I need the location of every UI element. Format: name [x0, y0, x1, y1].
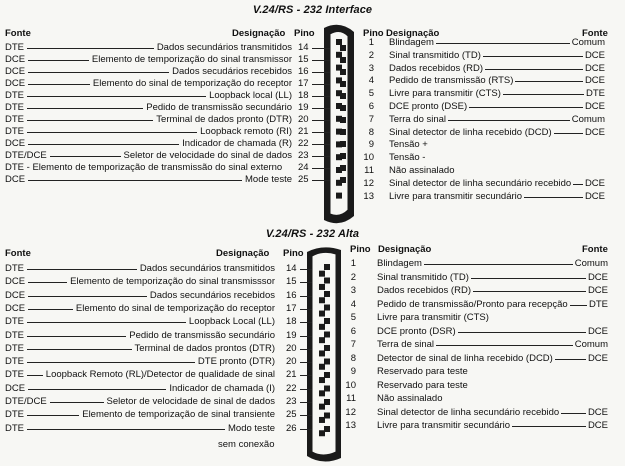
connector-pin [324, 291, 330, 297]
connector-pin [340, 177, 346, 183]
connector-pin [319, 271, 325, 277]
left-source-label: DCE [5, 289, 26, 301]
left-connector-line [27, 336, 126, 337]
right-source-label: Comum [574, 339, 608, 350]
left-designation-label: Modo teste [228, 422, 275, 434]
left-source-label: DCE [5, 138, 26, 149]
right-designation-label: Reservado para teste [377, 379, 468, 391]
right-connector-line [570, 305, 587, 306]
connector-pin [340, 129, 346, 135]
left-pin-number: 20 [298, 114, 309, 125]
left-source-label: DTE [5, 316, 24, 328]
connector-pin [340, 165, 346, 171]
connector-pin [324, 345, 330, 351]
left-designation-label: Pedido de transmissão secundário [129, 329, 275, 341]
left-pin-line [300, 336, 312, 337]
right-designation-label: Dados recebidos (RD) [377, 285, 471, 296]
left-pin-number: 24 [298, 162, 309, 173]
right-designation-label: Pedido de transmissão/Pronto para recepção [377, 298, 568, 310]
connector-pin [336, 52, 342, 58]
right-designation-label: Sinal detector de linha secundário recebido [377, 406, 560, 418]
right-designation-label: Pedido de transmissão (RTS) [389, 75, 514, 87]
right-designation-label: Blindagem [377, 258, 422, 269]
left-designacao-header: Designação [232, 28, 286, 39]
left-source-label: DCE [5, 276, 26, 288]
right-designation-label: Sinal detector de linha recebido (DCD) [389, 126, 552, 138]
left-connector-line [50, 156, 121, 157]
left-source-label: DCE [5, 54, 26, 65]
connector-pin [336, 39, 342, 45]
right-connector-line [473, 291, 586, 292]
left-pin-line [312, 168, 330, 169]
right-pin-number: 4 [368, 75, 374, 87]
left-connector-line [27, 375, 43, 376]
right-designation-label: Sinal detector de linha secundário recebido [389, 177, 572, 189]
left-pino-header: Pino [283, 248, 304, 259]
right-fonte-header: Fonte [582, 28, 608, 39]
left-designation-label: Terminal de dados prontos (DTR) [134, 342, 275, 354]
left-source-label: DTE [5, 369, 24, 381]
left-pino-header: Pino [294, 28, 315, 39]
connector-pin [324, 332, 330, 338]
left-pin-number: 16 [298, 66, 309, 77]
right-designation-label: Blindagem [389, 37, 434, 48]
left-designation-label: Elemento de temporização do sinal transmissor [91, 54, 292, 65]
left-pin-number: 25 [298, 174, 309, 185]
right-source-label: DCE [584, 75, 605, 87]
right-pin-number: 7 [350, 339, 356, 350]
left-designation-label: Elemento do sinal de temporização do receptor [92, 78, 292, 89]
left-pin-line [300, 389, 312, 390]
left-pin-number: 21 [298, 126, 309, 137]
right-source-label: DCE [587, 406, 608, 418]
right-connector-line [573, 184, 583, 185]
right-source-label: Comum [571, 37, 605, 48]
right-pin-number: 13 [363, 190, 374, 202]
right-designation-label: Tensão - [389, 152, 426, 164]
left-pin-line [300, 429, 312, 430]
right-connector-line [485, 69, 583, 70]
right-pin-number: 12 [363, 177, 374, 189]
connector-pin [340, 117, 346, 123]
left-pin-line [312, 156, 330, 157]
left-source-label: DCE [5, 66, 26, 77]
right-source-label: DTE [586, 88, 605, 100]
connector-pin [319, 430, 325, 436]
connector-pin [319, 350, 325, 356]
right-source-label: DCE [587, 352, 608, 364]
right-designation-label: Detector de sinal de linha recebido (DCD) [377, 352, 553, 364]
connector-pin [340, 81, 346, 87]
right-source-label: DCE [584, 62, 605, 74]
left-designation-label: Dados secudários recebidos [172, 66, 292, 77]
right-pin-number: 10 [363, 152, 374, 164]
left-pin-number: 21 [286, 369, 297, 381]
left-pin-line [300, 309, 312, 310]
left-connector-line [27, 349, 132, 350]
right-source-label: DCE [587, 285, 608, 296]
right-designacao-header: Designação [378, 244, 432, 255]
left-source-label: DCE [5, 174, 26, 185]
left-pin-number: 19 [286, 329, 297, 341]
left-source-label: DTE [5, 114, 24, 125]
left-pin-line [312, 84, 330, 85]
right-connector-line [436, 43, 570, 44]
connector-pin [324, 318, 330, 324]
right-connector-line [458, 332, 586, 333]
panel-title: V.24/RS - 232 Interface [252, 4, 373, 16]
right-connector-line [471, 278, 586, 279]
left-connector-line [27, 415, 79, 416]
right-source-label: Comum [574, 258, 608, 269]
left-pin-line [300, 282, 312, 283]
right-source-label: DCE [584, 177, 605, 189]
right-connector-line [561, 413, 586, 414]
right-pin-number: 5 [368, 88, 374, 100]
left-designation-label: Dados secundários transmitidos [156, 42, 292, 53]
left-designation-label: Loopback Remoto (RL)/Detector de qualidade de sinal [45, 369, 275, 381]
left-pin-line [300, 375, 312, 376]
left-pin-number: 23 [286, 396, 297, 407]
left-connector-line [27, 269, 137, 270]
left-pin-line [300, 402, 312, 403]
right-pin-number: 6 [350, 325, 356, 337]
left-pin-number: 17 [286, 302, 297, 314]
connector-pin [319, 297, 325, 303]
left-pin-number: 19 [298, 102, 309, 113]
left-connector-line [50, 402, 104, 403]
connector-pin [319, 337, 325, 343]
left-pin-line [300, 362, 312, 363]
left-designation-label: Elemento de temporização do sinal transmisssor [70, 276, 275, 288]
left-source-label: DTE [5, 90, 24, 101]
right-source-label: DCE [584, 101, 605, 112]
left-pin-line [312, 60, 330, 61]
left-pin-line [312, 180, 330, 181]
right-connector-line [555, 359, 586, 360]
left-pin-line [300, 415, 312, 416]
right-connector-line [483, 56, 583, 57]
right-pin-number: 7 [368, 113, 374, 125]
connector-pin [340, 93, 346, 99]
connector-pin [324, 305, 330, 311]
right-pin-number: 9 [368, 139, 374, 151]
right-pin-number: 8 [368, 126, 374, 138]
left-designation-label: Dados secundários recebidos [149, 289, 275, 301]
panel-title: V.24/RS - 232 Alta [265, 228, 360, 240]
left-pin-number: 26 [286, 422, 297, 434]
right-designation-label: Livre para transmitir (CTS) [377, 312, 489, 323]
right-pin-number: 10 [345, 379, 356, 391]
left-pin-line [312, 72, 330, 73]
connector-pin [340, 153, 346, 159]
connector-pin [319, 364, 325, 370]
right-designation-label: Dados recebidos (RD) [389, 62, 483, 74]
connector-pin [319, 284, 325, 290]
left-pin-line [300, 322, 312, 323]
right-pin-number: 2 [350, 271, 356, 283]
right-designation-label: Terra de sinal [377, 339, 435, 350]
connector-pin [319, 377, 325, 383]
left-connector-line [27, 362, 195, 363]
right-pin-number: 3 [368, 62, 374, 74]
right-pin-number: 11 [346, 393, 356, 404]
right-source-label: DCE [584, 126, 605, 138]
left-source-label: DCE [5, 382, 26, 394]
right-pino-header: Pino [350, 244, 371, 255]
left-pin-line [312, 132, 330, 133]
left-connector-line [28, 309, 73, 310]
left-source-label: DTE [5, 409, 24, 421]
left-designation-label: Elemento do sinal de temporização do receptor [75, 302, 275, 314]
left-source-label: DTE/DCE [5, 150, 47, 161]
left-pin-number: 23 [298, 150, 309, 161]
left-source-label: DTE [5, 42, 24, 53]
connector-pin [340, 57, 346, 63]
right-designation-label: Livre para transmitir secundário [389, 190, 523, 202]
right-pin-number: 11 [364, 165, 374, 176]
left-connector-line [28, 282, 67, 283]
left-connector-line [27, 48, 154, 49]
left-pin-line [300, 349, 312, 350]
left-source-label: DTE [5, 342, 24, 354]
left-designation-label: Loopback remoto (RI) [200, 126, 292, 137]
left-connector-line [28, 389, 166, 390]
right-designation-label: Sinal transmitido (TD) [377, 271, 469, 283]
right-pin-number: 8 [350, 352, 356, 364]
left-source-label: DTE [5, 422, 24, 434]
left-connector-line [27, 429, 225, 430]
right-connector-line [436, 345, 573, 346]
right-pin-number: 9 [350, 366, 356, 377]
right-pin-number: 1 [350, 258, 356, 269]
left-designation-label: Loopback Local (LL) [188, 316, 275, 328]
right-pin-number: 3 [350, 285, 356, 296]
left-source-label: DTE/DCE [5, 396, 47, 407]
left-fonte-header: Fonte [5, 28, 31, 39]
right-designation-label: Livre para transmitir secundário [377, 420, 511, 431]
right-connector-line [524, 197, 583, 198]
right-connector-line [503, 94, 584, 95]
left-pin-number: 25 [286, 409, 297, 421]
left-pin-number: 17 [298, 78, 309, 89]
left-designation-label: Seletor de velocidade do sinal de dados [123, 150, 292, 161]
left-pin-number: 18 [286, 316, 297, 328]
right-connector-line [515, 81, 583, 82]
connector-pin [324, 278, 330, 284]
left-pin-line [312, 120, 330, 121]
right-pin-number: 4 [350, 298, 356, 310]
connector-pin [336, 193, 342, 199]
left-designation-label: DTE pronto (DTR) [197, 356, 275, 368]
right-source-label: DCE [584, 190, 605, 202]
right-pin-number: 13 [345, 420, 356, 431]
right-pin-number: 12 [345, 406, 356, 418]
left-pin-number: 20 [286, 356, 297, 368]
connector-pin [319, 390, 325, 396]
left-designation-label: Elemento de temporização de sinal transiente [82, 409, 275, 421]
left-connector-line [28, 144, 179, 145]
left-connector-line [27, 108, 143, 109]
left-pin-line [300, 296, 312, 297]
right-designation-label: Sinal transmitido (TD) [389, 49, 481, 61]
connector-pin [319, 324, 325, 330]
left-source-label: DCE [5, 302, 26, 314]
right-fonte-header: Fonte [582, 244, 608, 255]
left-pin-line [312, 96, 330, 97]
left-connector-line [27, 96, 206, 97]
left-pin-number: 14 [298, 42, 309, 53]
right-connector-line [448, 120, 570, 121]
left-connector-line [27, 132, 197, 133]
left-designation-label: Dados secundários transmitidos [139, 263, 275, 274]
right-source-label: DCE [584, 49, 605, 61]
left-pin-number: 22 [298, 138, 309, 149]
connector-pin [324, 359, 330, 365]
right-connector-line [512, 426, 586, 427]
left-pin-line [312, 144, 330, 145]
sem-conexao-note: sem conexão [218, 439, 275, 450]
left-designation-label: Pedido de transmissão secundário [146, 102, 292, 113]
right-pin-number: 6 [368, 101, 374, 112]
connector-pin [340, 45, 346, 51]
left-fonte-header: Fonte [5, 248, 31, 259]
left-pin-number: 18 [298, 90, 309, 101]
left-source-label: DTE - Elemento de temporização de transmissão do sinal externo [5, 162, 283, 173]
connector-pin [340, 105, 346, 111]
left-source-label: DCE [5, 78, 26, 89]
right-source-label: DCE [587, 271, 608, 283]
right-connector-line [554, 133, 583, 134]
left-source-label: DTE [5, 356, 24, 368]
left-connector-line [27, 120, 153, 121]
right-designation-label: Tensão + [389, 139, 428, 151]
left-designation-label: Terminal de dados pronto (DTR) [156, 114, 292, 125]
left-pin-number: 14 [286, 263, 297, 274]
left-designation-label: Indicador de chamada (I) [169, 382, 275, 394]
connector-pin [319, 417, 325, 423]
right-connector-line [469, 107, 583, 108]
right-source-label: DCE [587, 420, 608, 431]
left-pin-line [312, 108, 330, 109]
left-designation-label: Indicador de chamada (R) [182, 138, 292, 149]
left-designation-label: Seletor de velocidade de sinal de dados [106, 396, 275, 407]
connector-pin [319, 404, 325, 410]
left-source-label: DTE [5, 263, 24, 274]
right-designation-label: DCE pronto (DSR) [377, 325, 456, 337]
interface-panel [0, 0, 625, 230]
right-source-label: Comum [571, 113, 605, 125]
left-connector-line [27, 322, 186, 323]
left-source-label: DTE [5, 126, 24, 137]
right-source-label: DCE [587, 325, 608, 337]
right-source-label: DTE [589, 298, 608, 310]
left-connector-line [28, 296, 147, 297]
left-connector-line [28, 84, 90, 85]
right-pin-number: 2 [368, 49, 374, 61]
right-designation-label: Terra do sinal [389, 113, 447, 125]
right-pin-number: 1 [368, 37, 374, 48]
right-connector-line [424, 264, 573, 265]
right-designation-label: Livre para transmitir (CTS) [389, 88, 501, 100]
left-pin-number: 16 [286, 289, 297, 301]
left-pin-number: 15 [286, 276, 297, 288]
left-designacao-header: Designação [216, 248, 270, 259]
left-connector-line [28, 72, 169, 73]
connector-pin [340, 141, 346, 147]
left-source-label: DTE [5, 329, 24, 341]
connector-pin [324, 264, 330, 270]
right-pino-header: Pino [363, 28, 384, 39]
right-designation-label: Não assinalado [389, 165, 455, 176]
left-designation-label: Mode teste [245, 174, 292, 185]
left-designation-label: Loopback local (LL) [209, 90, 292, 101]
connector-pin [319, 311, 325, 317]
left-pin-line [300, 269, 312, 270]
left-source-label: DTE [5, 102, 24, 113]
right-designation-label: Não assinalado [377, 393, 443, 404]
right-designacao-header: Designação [386, 28, 440, 39]
left-pin-line [312, 48, 330, 49]
left-pin-number: 22 [286, 382, 297, 394]
right-designation-label: Reservado para teste [377, 366, 468, 377]
right-pin-number: 5 [350, 312, 356, 323]
connector-pin [340, 69, 346, 75]
left-connector-line [28, 60, 89, 61]
left-connector-line [28, 180, 242, 181]
left-pin-number: 15 [298, 54, 309, 65]
right-designation-label: DCE pronto (DSE) [389, 101, 468, 112]
left-pin-number: 20 [286, 342, 297, 354]
alta-panel [0, 228, 625, 466]
